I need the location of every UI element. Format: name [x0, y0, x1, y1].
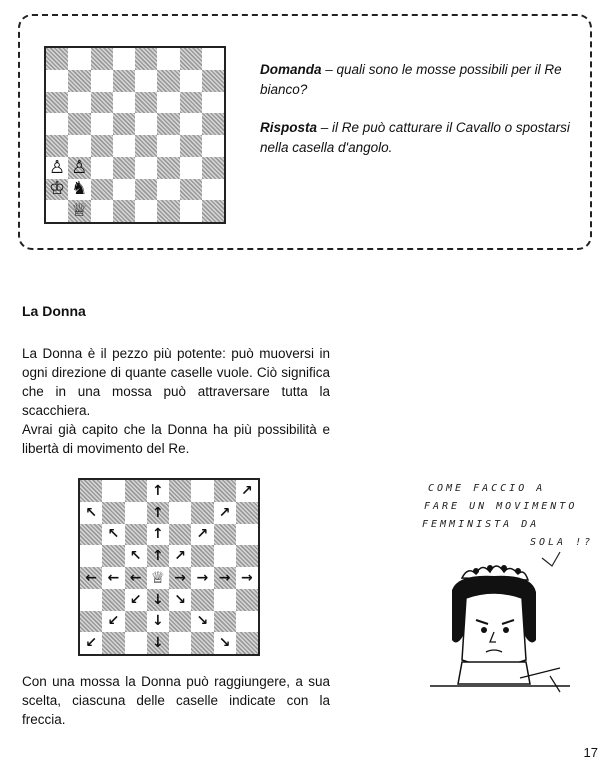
board-square	[147, 589, 169, 611]
board-square	[102, 589, 124, 611]
board-square	[169, 545, 191, 567]
question-answer-text	[260, 60, 585, 176]
board-square	[180, 70, 202, 92]
board-square	[91, 179, 113, 201]
board-square	[125, 502, 147, 524]
board-square	[169, 567, 191, 589]
arrow-s-icon: ↓	[152, 613, 164, 630]
arrow-n-icon: ↑	[152, 526, 164, 543]
board-square	[202, 179, 224, 201]
board-square	[236, 589, 258, 611]
board-square	[91, 48, 113, 70]
board-square	[214, 567, 236, 589]
domanda-text: – quali sono le mosse possibili per il Re bianco?	[260, 62, 562, 97]
board-square	[180, 135, 202, 157]
board-square	[80, 632, 102, 654]
board-square	[236, 545, 258, 567]
arrow-nw-icon: ↖	[107, 526, 120, 543]
board-square	[80, 524, 102, 546]
board-square	[202, 92, 224, 114]
board-square	[46, 135, 68, 157]
speech-line-2: FARE UN MOVIMENTO	[424, 501, 578, 512]
board-square	[125, 567, 147, 589]
board-square	[191, 502, 213, 524]
arrow-se-icon: ↘	[174, 591, 186, 608]
board-square	[68, 113, 90, 135]
arrow-n-icon: ↑	[152, 482, 164, 499]
board-square	[214, 480, 236, 502]
speech-line-1: COME FACCIO A	[428, 483, 546, 494]
board-square	[68, 157, 90, 179]
arrow-e-icon: →	[174, 569, 186, 586]
board-square	[80, 545, 102, 567]
answer-paragraph	[260, 118, 585, 158]
chessboard-queen-moves	[78, 478, 260, 656]
risposta-label: Risposta	[260, 120, 318, 135]
arrow-se-icon: ↘	[218, 635, 231, 652]
white-pawn-b3-icon: ♙	[71, 156, 88, 178]
board-square	[236, 611, 258, 633]
board-square	[191, 545, 213, 567]
chessboard-king-exercise	[44, 46, 226, 224]
board-square	[180, 48, 202, 70]
board-square	[202, 157, 224, 179]
board-square	[169, 589, 191, 611]
board-square	[214, 611, 236, 633]
board-square	[80, 567, 102, 589]
queen-description	[22, 344, 330, 458]
arrow-ne-icon: ↗	[218, 504, 231, 521]
board-square	[46, 70, 68, 92]
board-square	[202, 200, 224, 222]
board-square	[113, 48, 135, 70]
arrow-ne-icon: ↗	[241, 482, 253, 499]
board-square	[214, 545, 236, 567]
board-square	[80, 611, 102, 633]
board-square	[91, 135, 113, 157]
board-square	[236, 502, 258, 524]
board-square	[113, 113, 135, 135]
board-square	[180, 200, 202, 222]
queen-drawing-icon	[410, 470, 600, 700]
board-square	[135, 179, 157, 201]
arrow-w-icon: ←	[85, 569, 97, 586]
board-square	[80, 480, 102, 502]
board-square	[68, 200, 90, 222]
cartoon-queen	[410, 470, 600, 700]
speech-line-3: FEMMINISTA DA	[422, 519, 540, 530]
board-square	[191, 480, 213, 502]
queen-caption: Con una mossa la Donna può raggiungere, a sua scelta, ciascuna delle caselle indicate con la freccia.	[22, 674, 330, 727]
arrow-nw-icon: ↖	[85, 504, 97, 521]
board-square	[102, 632, 124, 654]
board-square	[214, 632, 236, 654]
board-square	[147, 632, 169, 654]
board-square	[180, 157, 202, 179]
board-square	[202, 135, 224, 157]
arrow-sw-icon: ↙	[129, 591, 142, 608]
board-square	[135, 113, 157, 135]
board-square	[68, 70, 90, 92]
board-square	[113, 92, 135, 114]
board-square	[236, 480, 258, 502]
page-number: 17	[583, 745, 598, 760]
board-square	[157, 48, 179, 70]
board-square	[157, 92, 179, 114]
board-square	[113, 157, 135, 179]
board-square	[157, 113, 179, 135]
board-square	[135, 135, 157, 157]
domanda-label: Domanda	[260, 62, 322, 77]
board-square	[147, 480, 169, 502]
board-square	[46, 200, 68, 222]
board-square	[68, 179, 90, 201]
white-queen-b1-icon: ♕	[71, 200, 88, 222]
board-square	[191, 567, 213, 589]
board-square	[169, 480, 191, 502]
board-square	[180, 179, 202, 201]
board-square	[236, 632, 258, 654]
board-square	[157, 70, 179, 92]
board-square	[135, 48, 157, 70]
question-paragraph	[260, 60, 585, 100]
arrow-sw-icon: ↙	[85, 635, 97, 652]
board-square	[180, 92, 202, 114]
board-square	[147, 524, 169, 546]
board-square	[191, 524, 213, 546]
arrow-w-icon: ←	[107, 569, 120, 586]
board-square	[125, 524, 147, 546]
board-square	[46, 92, 68, 114]
risposta-text: – il Re può catturare il Cavallo o spostarsi nella casella d'angolo.	[260, 120, 570, 155]
board-square	[125, 480, 147, 502]
board-square	[180, 113, 202, 135]
board-square	[113, 135, 135, 157]
board-square	[91, 92, 113, 114]
board-square	[135, 157, 157, 179]
board-square	[202, 113, 224, 135]
board-square	[102, 502, 124, 524]
white-pawn-a3-icon: ♙	[49, 156, 66, 178]
board-square	[46, 179, 68, 201]
board-square	[157, 200, 179, 222]
board-square	[102, 567, 124, 589]
board-square	[169, 502, 191, 524]
board-square	[91, 70, 113, 92]
arrow-n-icon: ↑	[152, 548, 164, 565]
board-square	[113, 179, 135, 201]
board-square	[68, 135, 90, 157]
arrow-sw-icon: ↙	[107, 613, 120, 630]
board-square	[91, 113, 113, 135]
board-square	[91, 157, 113, 179]
board-square	[125, 632, 147, 654]
board-square	[68, 92, 90, 114]
board-square	[191, 632, 213, 654]
black-knight-b2-icon: ♞	[71, 178, 88, 200]
paragraph-1: La Donna è il pezzo più potente: può muoversi in ogni direzione di quante caselle vuole. Ciò significa che in una mossa può attraversare tutta la scacchiera.	[22, 346, 330, 418]
board-square	[46, 157, 68, 179]
arrow-s-icon: ↓	[152, 635, 164, 652]
section-heading: La Donna	[22, 303, 86, 319]
board-square	[169, 632, 191, 654]
board-square	[80, 589, 102, 611]
board-square	[202, 48, 224, 70]
paragraph-1b: Avrai già capito che la Donna ha più possibilità e libertà di movimento del Re.	[22, 422, 330, 456]
board-square	[68, 48, 90, 70]
arrow-e-icon: →	[196, 569, 209, 586]
board-square	[113, 200, 135, 222]
board-square	[102, 611, 124, 633]
board-square	[125, 589, 147, 611]
board-square	[191, 611, 213, 633]
arrow-ne-icon: ↗	[196, 526, 209, 543]
board-square	[214, 589, 236, 611]
arrow-ne-icon: ↗	[174, 548, 186, 565]
board-square	[191, 589, 213, 611]
board-square	[214, 502, 236, 524]
board-square	[102, 480, 124, 502]
board-square	[236, 524, 258, 546]
board-square	[46, 113, 68, 135]
board-square	[214, 524, 236, 546]
board-square	[80, 502, 102, 524]
arrow-w-icon: ←	[129, 569, 142, 586]
board-square	[135, 92, 157, 114]
board-square	[169, 611, 191, 633]
board-square	[135, 200, 157, 222]
board-square	[157, 179, 179, 201]
arrow-s-icon: ↓	[152, 591, 164, 608]
board-square	[202, 70, 224, 92]
board-square	[125, 611, 147, 633]
board-square	[147, 567, 169, 589]
board-square	[157, 135, 179, 157]
arrow-nw-icon: ↖	[129, 548, 142, 565]
arrow-se-icon: ↘	[196, 613, 209, 630]
board-square	[236, 567, 258, 589]
board-square	[147, 545, 169, 567]
board-square	[91, 200, 113, 222]
board-square	[102, 545, 124, 567]
board-square	[102, 524, 124, 546]
arrow-e-icon: →	[241, 569, 253, 586]
white-king-a2-icon: ♔	[49, 178, 66, 200]
speech-line-4: SOLA !?	[530, 537, 594, 548]
white-queen-icon: ♕	[150, 567, 166, 587]
board-square	[46, 48, 68, 70]
board-square	[157, 157, 179, 179]
arrow-n-icon: ↑	[152, 504, 164, 521]
board-square	[113, 70, 135, 92]
board-square	[135, 70, 157, 92]
board-square	[125, 545, 147, 567]
board-square	[147, 502, 169, 524]
arrow-e-icon: →	[218, 569, 231, 586]
board-square	[147, 611, 169, 633]
board-square	[169, 524, 191, 546]
